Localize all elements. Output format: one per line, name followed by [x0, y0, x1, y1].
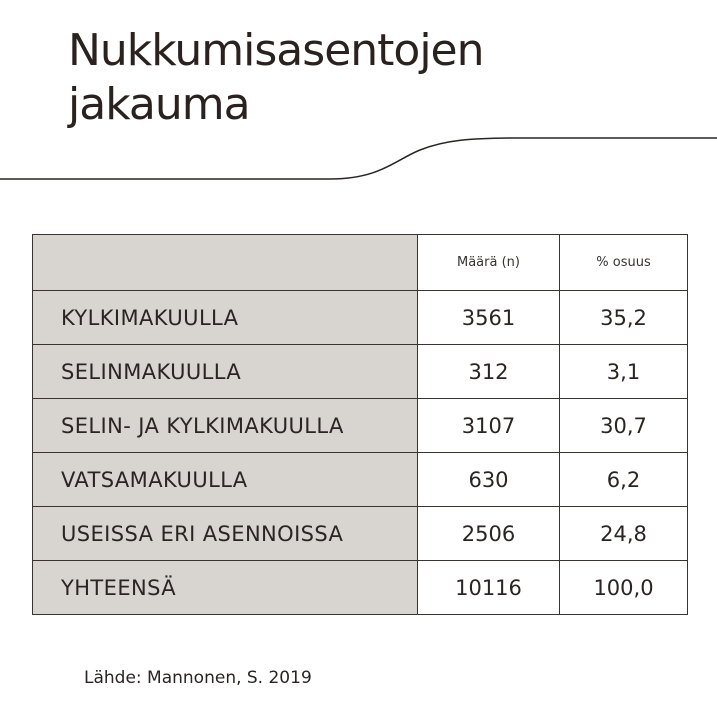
row-percent: 30,7 [560, 399, 688, 453]
decorative-divider-curve [0, 128, 717, 188]
row-label: KYLKIMAKUULLA [33, 291, 418, 345]
header-empty-cell [33, 235, 418, 291]
table-row [33, 345, 688, 399]
row-label: YHTEENSÄ [33, 561, 418, 615]
table-row [33, 291, 688, 345]
title-line-2: jakauma [68, 79, 250, 130]
source-citation: Lähde: Mannonen, S. 2019 [84, 668, 312, 688]
table-header-row [33, 235, 688, 291]
row-percent: 3,1 [560, 345, 688, 399]
row-percent: 24,8 [560, 507, 688, 561]
row-label: SELINMAKUULLA [33, 345, 418, 399]
title-line-1: Nukkumisasentojen [68, 25, 484, 76]
row-percent: 35,2 [560, 291, 688, 345]
table-row [33, 453, 688, 507]
row-percent: 6,2 [560, 453, 688, 507]
row-count: 3107 [418, 399, 560, 453]
row-label: VATSAMAKUULLA [33, 453, 418, 507]
row-label: USEISSA ERI ASENNOISSA [33, 507, 418, 561]
row-count: 630 [418, 453, 560, 507]
row-percent: 100,0 [560, 561, 688, 615]
table-row [33, 399, 688, 453]
sleep-position-table [32, 234, 688, 615]
page-title [68, 24, 484, 132]
row-count: 10116 [418, 561, 560, 615]
row-count: 3561 [418, 291, 560, 345]
header-count: Määrä (n) [418, 235, 560, 291]
table-row-total [33, 561, 688, 615]
row-label: SELIN- JA KYLKIMAKUULLA [33, 399, 418, 453]
row-count: 2506 [418, 507, 560, 561]
table-row [33, 507, 688, 561]
row-count: 312 [418, 345, 560, 399]
header-percent: % osuus [560, 235, 688, 291]
